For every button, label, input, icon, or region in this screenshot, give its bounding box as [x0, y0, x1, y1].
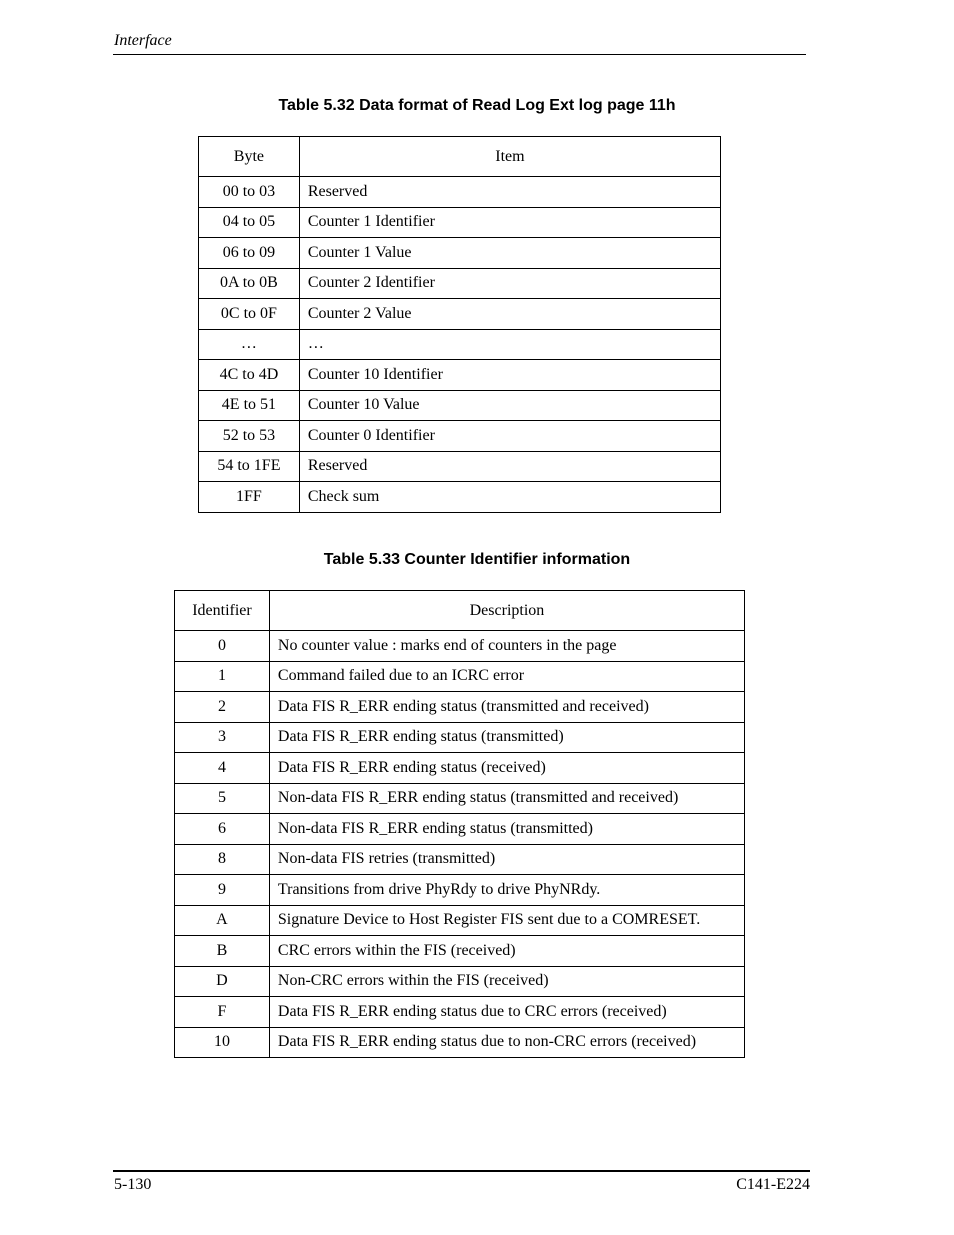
table-row	[175, 661, 745, 692]
key-cell: …	[199, 329, 300, 360]
description-cell: Counter 2 Identifier	[299, 268, 720, 299]
key-cell: 10	[175, 1027, 270, 1058]
key-cell: 4E to 51	[199, 390, 300, 421]
header-rule	[113, 54, 806, 55]
key-cell: F	[175, 997, 270, 1028]
description-cell: Data FIS R_ERR ending status (received)	[269, 753, 744, 784]
table-row	[175, 783, 745, 814]
table-row	[199, 299, 721, 330]
table-row	[175, 936, 745, 967]
column-header: Description	[269, 591, 744, 631]
column-header: Byte	[199, 137, 300, 177]
key-cell: 52 to 53	[199, 421, 300, 452]
description-cell: Non-CRC errors within the FIS (received)	[269, 966, 744, 997]
key-cell: 8	[175, 844, 270, 875]
description-cell: Check sum	[299, 482, 720, 513]
key-cell: 4	[175, 753, 270, 784]
description-cell: Non-data FIS R_ERR ending status (transmitted and received)	[269, 783, 744, 814]
description-cell: No counter value : marks end of counters in the page	[269, 631, 744, 662]
key-cell: 00 to 03	[199, 177, 300, 208]
description-cell: Counter 10 Value	[299, 390, 720, 421]
key-cell: A	[175, 905, 270, 936]
table-row	[199, 421, 721, 452]
table-row	[199, 207, 721, 238]
key-cell: 54 to 1FE	[199, 451, 300, 482]
table2-caption: Table 5.33 Counter Identifier information	[323, 551, 631, 568]
table-row	[199, 451, 721, 482]
description-cell: Counter 10 Identifier	[299, 360, 720, 391]
description-cell: …	[299, 329, 720, 360]
description-cell: Signature Device to Host Register FIS sent due to a COMRESET.	[269, 905, 744, 936]
table-row	[175, 631, 745, 662]
description-cell: Command failed due to an ICRC error	[269, 661, 744, 692]
footer-rule	[113, 1170, 810, 1172]
description-cell: Counter 0 Identifier	[299, 421, 720, 452]
table-row	[199, 329, 721, 360]
description-cell: Data FIS R_ERR ending status due to non-CRC errors (received)	[269, 1027, 744, 1058]
key-cell: 0	[175, 631, 270, 662]
table-row	[175, 844, 745, 875]
key-cell: 9	[175, 875, 270, 906]
description-cell: Counter 1 Value	[299, 238, 720, 269]
key-cell: B	[175, 936, 270, 967]
description-cell: Data FIS R_ERR ending status due to CRC errors (received)	[269, 997, 744, 1028]
table-row	[199, 268, 721, 299]
key-cell: 06 to 09	[199, 238, 300, 269]
description-cell: Data FIS R_ERR ending status (transmitted)	[269, 722, 744, 753]
table-row	[175, 814, 745, 845]
read-log-ext-format-table	[198, 136, 721, 513]
description-cell: Non-data FIS R_ERR ending status (transmitted)	[269, 814, 744, 845]
table-row	[199, 177, 721, 208]
table-row	[175, 722, 745, 753]
key-cell: 0A to 0B	[199, 268, 300, 299]
table-row	[199, 238, 721, 269]
column-header: Identifier	[175, 591, 270, 631]
column-header: Item	[299, 137, 720, 177]
table-row	[199, 482, 721, 513]
running-header: Interface	[114, 32, 172, 49]
key-cell: 6	[175, 814, 270, 845]
key-cell: 1	[175, 661, 270, 692]
description-cell: Reserved	[299, 451, 720, 482]
table-row	[175, 905, 745, 936]
key-cell: 2	[175, 692, 270, 723]
key-cell: 4C to 4D	[199, 360, 300, 391]
description-cell: Transitions from drive PhyRdy to drive PhyNRdy.	[269, 875, 744, 906]
table-row	[199, 390, 721, 421]
key-cell: D	[175, 966, 270, 997]
table-row	[175, 692, 745, 723]
counter-identifier-table	[174, 590, 745, 1058]
table-row	[175, 753, 745, 784]
table-row	[175, 966, 745, 997]
description-cell: Counter 1 Identifier	[299, 207, 720, 238]
table-header-row	[175, 591, 745, 631]
table1-caption: Table 5.32 Data format of Read Log Ext log page 11h	[278, 97, 676, 114]
table-row	[175, 997, 745, 1028]
key-cell: 3	[175, 722, 270, 753]
table-row	[199, 360, 721, 391]
description-cell: Data FIS R_ERR ending status (transmitted and received)	[269, 692, 744, 723]
description-cell: Counter 2 Value	[299, 299, 720, 330]
table-row	[175, 1027, 745, 1058]
table-header-row	[199, 137, 721, 177]
page-number: 5-130	[114, 1176, 152, 1193]
description-cell: Reserved	[299, 177, 720, 208]
key-cell: 5	[175, 783, 270, 814]
key-cell: 0C to 0F	[199, 299, 300, 330]
key-cell: 1FF	[199, 482, 300, 513]
description-cell: CRC errors within the FIS (received)	[269, 936, 744, 967]
table-row	[175, 875, 745, 906]
description-cell: Non-data FIS retries (transmitted)	[269, 844, 744, 875]
document-id: C141-E224	[736, 1176, 810, 1193]
key-cell: 04 to 05	[199, 207, 300, 238]
